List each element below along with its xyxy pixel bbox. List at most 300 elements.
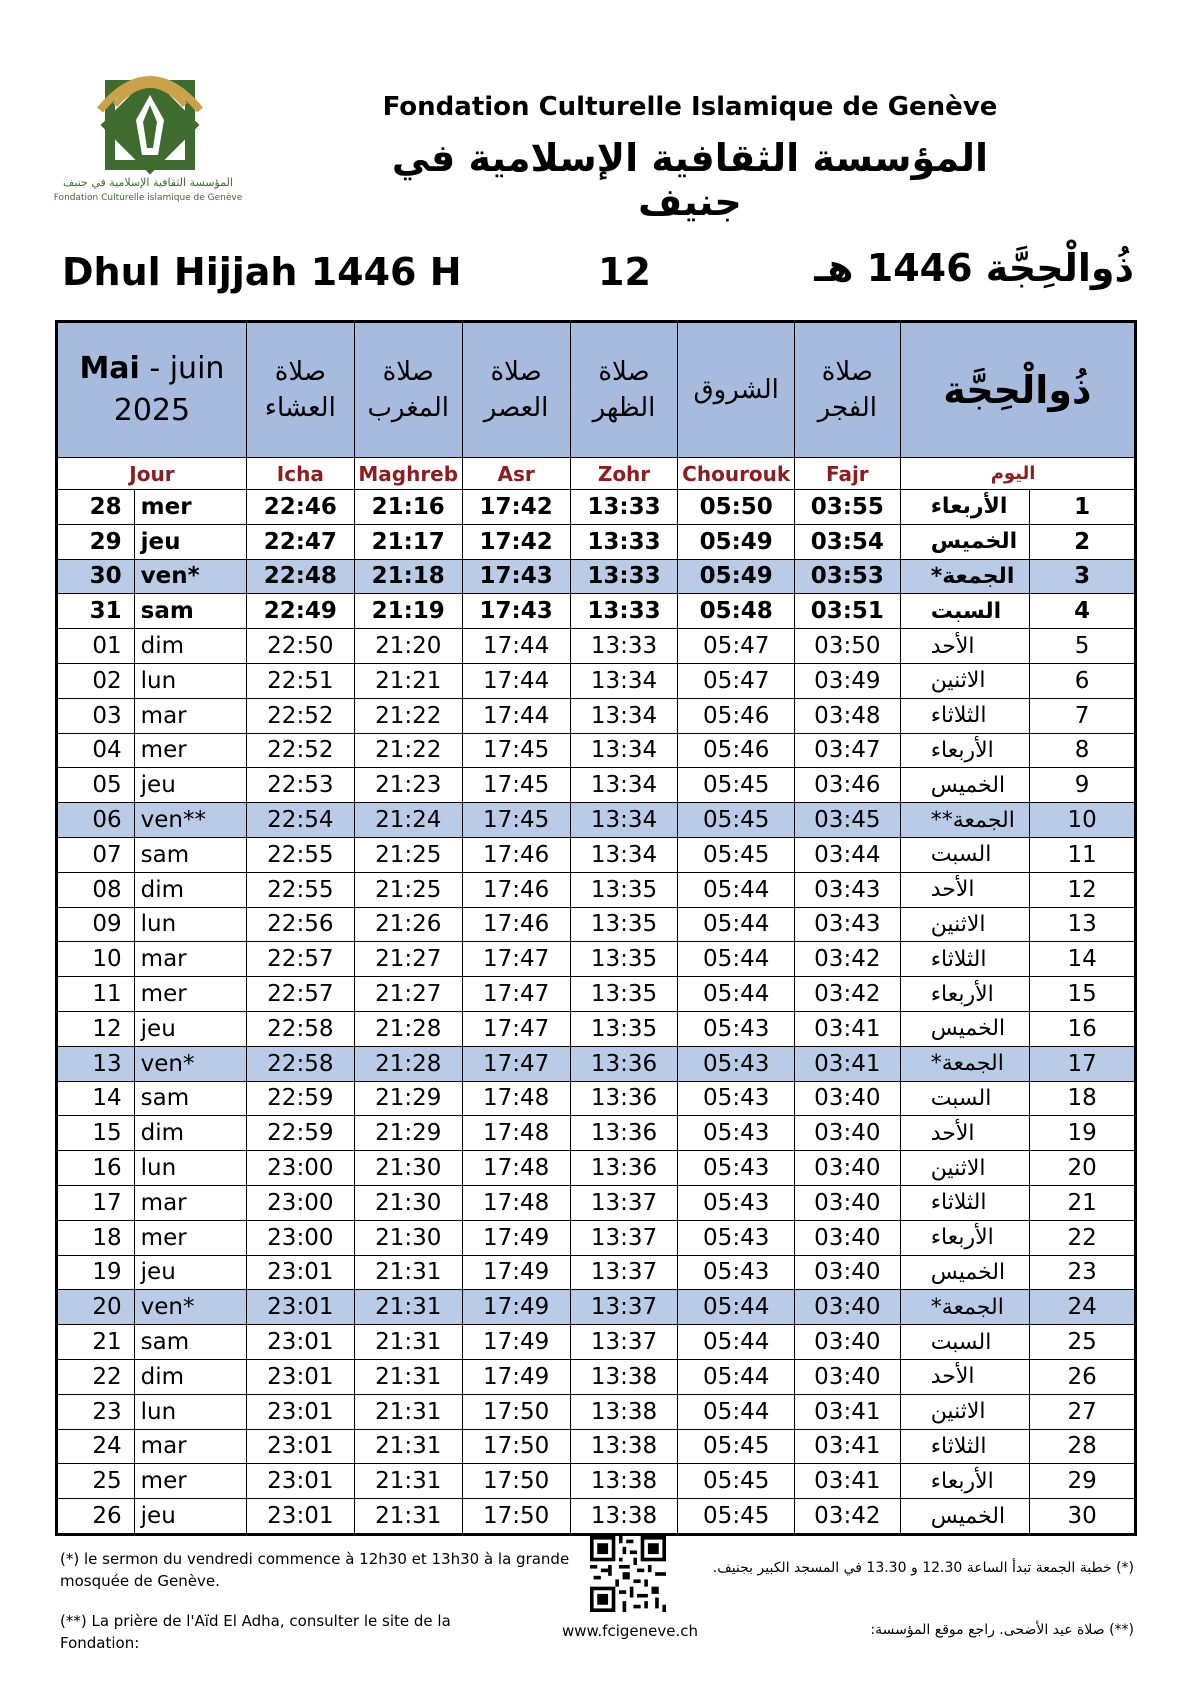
table-row (57, 1185, 1136, 1220)
isha-time: 23:00 (246, 1220, 354, 1255)
hijri-day: 18 (1030, 1081, 1136, 1116)
hijri-day: 12 (1030, 872, 1136, 907)
maghrib-time: 21:30 (354, 1151, 462, 1186)
chourouk-time: 05:48 (678, 594, 795, 629)
day-number: 29 (57, 524, 135, 559)
day-name: mar (134, 698, 246, 733)
maghrib-time: 21:31 (354, 1499, 462, 1535)
chourouk-time: 05:45 (678, 1429, 795, 1464)
day-number: 13 (57, 1046, 135, 1081)
maghrib-time: 21:18 (354, 559, 462, 594)
maghrib-time: 21:29 (354, 1081, 462, 1116)
day-name: ven** (134, 803, 246, 838)
table-row (57, 1255, 1136, 1290)
zohr-time: 13:35 (570, 907, 678, 942)
zohr-time: 13:38 (570, 1464, 678, 1499)
maghrib-time: 21:31 (354, 1429, 462, 1464)
table-row (57, 1151, 1136, 1186)
isha-time: 22:59 (246, 1116, 354, 1151)
fajr-time: 03:48 (794, 698, 900, 733)
day-name: dim (134, 1116, 246, 1151)
hijri-day: 19 (1030, 1116, 1136, 1151)
maghrib-time: 21:31 (354, 1255, 462, 1290)
day-number: 18 (57, 1220, 135, 1255)
fajr-time: 03:40 (794, 1116, 900, 1151)
table-row (57, 1290, 1136, 1325)
year: 2025 (113, 393, 191, 428)
fajr-time: 03:42 (794, 1499, 900, 1535)
day-name-ar: الخميس (900, 768, 1029, 803)
isha-time: 22:54 (246, 803, 354, 838)
day-number: 25 (57, 1464, 135, 1499)
table-row (57, 1116, 1136, 1151)
hijri-day: 14 (1030, 942, 1136, 977)
fajr-time: 03:43 (794, 907, 900, 942)
isha-time: 22:53 (246, 768, 354, 803)
isha-time: 22:46 (246, 490, 354, 525)
day-number: 23 (57, 1394, 135, 1429)
hijri-day: 15 (1030, 977, 1136, 1012)
isha-time: 23:01 (246, 1290, 354, 1325)
isha-time: 22:50 (246, 629, 354, 664)
day-name-ar: الجمعة** (900, 803, 1029, 838)
asr-time: 17:42 (462, 490, 570, 525)
icha-label: Icha (246, 458, 354, 490)
day-number: 02 (57, 663, 135, 698)
chourouk-time: 05:50 (678, 490, 795, 525)
org-name-ar: المؤسسة الثقافية الإسلامية في جنيف (391, 136, 989, 224)
fajr-time: 03:42 (794, 977, 900, 1012)
fajr-time: 03:40 (794, 1325, 900, 1360)
zohr-time: 13:36 (570, 1151, 678, 1186)
isha-time: 22:55 (246, 837, 354, 872)
isha-header: صلاة العشاء (246, 322, 354, 458)
hijri-day: 13 (1030, 907, 1136, 942)
isha-time: 23:01 (246, 1255, 354, 1290)
maghrib-time: 21:21 (354, 663, 462, 698)
hijri-day: 30 (1030, 1499, 1136, 1535)
day-name: lun (134, 907, 246, 942)
chourouk-label: Chourouk (678, 458, 795, 490)
chourouk-time: 05:43 (678, 1081, 795, 1116)
asr-time: 17:49 (462, 1220, 570, 1255)
isha-time: 23:01 (246, 1394, 354, 1429)
day-number: 26 (57, 1499, 135, 1535)
asr-time: 17:48 (462, 1116, 570, 1151)
maghrib-time: 21:17 (354, 524, 462, 559)
hijri-day: 9 (1030, 768, 1136, 803)
fajr-time: 03:41 (794, 1394, 900, 1429)
zohr-time: 13:36 (570, 1116, 678, 1151)
day-name-ar: الثلاثاء (900, 1429, 1029, 1464)
fajr-time: 03:40 (794, 1255, 900, 1290)
maghrib-time: 21:29 (354, 1116, 462, 1151)
chourouk-time: 05:49 (678, 559, 795, 594)
day-number: 31 (57, 594, 135, 629)
hijri-day: 4 (1030, 594, 1136, 629)
day-name: jeu (134, 1499, 246, 1535)
maghrib-time: 21:30 (354, 1185, 462, 1220)
day-number: 24 (57, 1429, 135, 1464)
fajr-time: 03:42 (794, 942, 900, 977)
asr-time: 17:49 (462, 1290, 570, 1325)
hijri-day: 2 (1030, 524, 1136, 559)
chourouk-time: 05:45 (678, 768, 795, 803)
asr-time: 17:49 (462, 1255, 570, 1290)
maghrib-time: 21:25 (354, 872, 462, 907)
chourouk-time: 05:44 (678, 1290, 795, 1325)
table-row (57, 490, 1136, 525)
hijri-day: 27 (1030, 1394, 1136, 1429)
day-number: 28 (57, 490, 135, 525)
zohr-time: 13:34 (570, 803, 678, 838)
table-row (57, 942, 1136, 977)
isha-time: 23:01 (246, 1359, 354, 1394)
day-name-ar: الجمعة* (900, 1290, 1029, 1325)
asr-time: 17:44 (462, 629, 570, 664)
qr-code-icon[interactable] (590, 1536, 666, 1612)
fajr-header: صلاة الفجر (794, 322, 900, 458)
hijri-day: 8 (1030, 733, 1136, 768)
isha-time: 23:00 (246, 1151, 354, 1186)
day-number: 16 (57, 1151, 135, 1186)
asr-time: 17:45 (462, 768, 570, 803)
day-number: 09 (57, 907, 135, 942)
chourouk-time: 05:46 (678, 698, 795, 733)
chourouk-time: 05:44 (678, 1394, 795, 1429)
table-row (57, 1220, 1136, 1255)
day-name: mer (134, 733, 246, 768)
day-number: 08 (57, 872, 135, 907)
page-title-fr: Dhul Hijjah 1446 H (62, 250, 462, 294)
maghrib-time: 21:31 (354, 1394, 462, 1429)
hijri-day: 22 (1030, 1220, 1136, 1255)
day-name-ar: الأربعاء (900, 733, 1029, 768)
maghrib-time: 21:27 (354, 942, 462, 977)
fajr-time: 03:41 (794, 1011, 900, 1046)
asr-time: 17:50 (462, 1499, 570, 1535)
day-name-ar: الخميس (900, 1499, 1029, 1535)
table-row (57, 837, 1136, 872)
month-number: 12 (598, 250, 651, 294)
hijri-day: 3 (1030, 559, 1136, 594)
day-name-ar: الاثنين (900, 663, 1029, 698)
zohr-time: 13:34 (570, 768, 678, 803)
day-name-ar: الجمعة* (900, 1046, 1029, 1081)
asr-time: 17:47 (462, 1046, 570, 1081)
day-name: mar (134, 1429, 246, 1464)
asr-time: 17:47 (462, 977, 570, 1012)
maghrib-time: 21:20 (354, 629, 462, 664)
day-name-ar: الأربعاء (900, 1464, 1029, 1499)
asr-time: 17:46 (462, 907, 570, 942)
isha-time: 22:56 (246, 907, 354, 942)
table-header-row (57, 322, 1136, 458)
day-name-ar: الثلاثاء (900, 698, 1029, 733)
fajr-time: 03:40 (794, 1185, 900, 1220)
day-name: jeu (134, 768, 246, 803)
maghrib-time: 21:16 (354, 490, 462, 525)
asr-time: 17:45 (462, 803, 570, 838)
day-name: jeu (134, 524, 246, 559)
zohr-header: صلاة الظهر (570, 322, 678, 458)
hijri-day: 16 (1030, 1011, 1136, 1046)
isha-time: 23:01 (246, 1429, 354, 1464)
table-row (57, 977, 1136, 1012)
day-number: 17 (57, 1185, 135, 1220)
fajr-time: 03:40 (794, 1359, 900, 1394)
fajr-time: 03:40 (794, 1290, 900, 1325)
chourouk-time: 05:47 (678, 629, 795, 664)
zohr-time: 13:37 (570, 1185, 678, 1220)
day-name: lun (134, 1151, 246, 1186)
day-number: 11 (57, 977, 135, 1012)
day-name-ar: السبت (900, 594, 1029, 629)
chourouk-time: 05:45 (678, 1464, 795, 1499)
isha-time: 22:59 (246, 1081, 354, 1116)
table-row (57, 1325, 1136, 1360)
chourouk-time: 05:44 (678, 1359, 795, 1394)
chourouk-time: 05:44 (678, 907, 795, 942)
fajr-time: 03:41 (794, 1464, 900, 1499)
zohr-time: 13:37 (570, 1220, 678, 1255)
day-number: 01 (57, 629, 135, 664)
asr-time: 17:50 (462, 1394, 570, 1429)
asr-time: 17:48 (462, 1081, 570, 1116)
asr-time: 17:50 (462, 1464, 570, 1499)
maghrib-header: صلاة المغرب (354, 322, 462, 458)
asr-label: Asr (462, 458, 570, 490)
day-name-ar: الأحد (900, 629, 1029, 664)
day-name-ar: الاثنين (900, 1151, 1029, 1186)
hijri-day: 24 (1030, 1290, 1136, 1325)
day-name-ar: الاثنين (900, 1394, 1029, 1429)
table-row (57, 1429, 1136, 1464)
table-row (57, 1359, 1136, 1394)
chourouk-time: 05:47 (678, 663, 795, 698)
day-number: 12 (57, 1011, 135, 1046)
hijri-day: 6 (1030, 663, 1136, 698)
day-number: 10 (57, 942, 135, 977)
asr-time: 17:42 (462, 524, 570, 559)
isha-time: 22:49 (246, 594, 354, 629)
hijri-day: 28 (1030, 1429, 1136, 1464)
day-name: ven* (134, 559, 246, 594)
asr-time: 17:48 (462, 1185, 570, 1220)
isha-time: 22:57 (246, 977, 354, 1012)
day-name-ar: الأحد (900, 872, 1029, 907)
fajr-time: 03:41 (794, 1046, 900, 1081)
fajr-time: 03:54 (794, 524, 900, 559)
day-name: sam (134, 1081, 246, 1116)
day-name-ar: الخميس (900, 1011, 1029, 1046)
zohr-time: 13:35 (570, 1011, 678, 1046)
day-name-ar: الأربعاء (900, 1220, 1029, 1255)
zohr-time: 13:38 (570, 1429, 678, 1464)
fajr-time: 03:55 (794, 490, 900, 525)
isha-time: 22:57 (246, 942, 354, 977)
isha-time: 23:01 (246, 1499, 354, 1535)
fajr-label: Fajr (794, 458, 900, 490)
footnote-friday-fr: (*) le sermon du vendredi commence à 12h30 et 13h30 à la grande mosquée de Genève. (60, 1550, 570, 1590)
maghrib-time: 21:22 (354, 698, 462, 733)
logo-emblem-icon (100, 76, 200, 175)
day-name-ar: الخميس (900, 524, 1029, 559)
table-row (57, 1394, 1136, 1429)
maghrib-time: 21:31 (354, 1290, 462, 1325)
zohr-time: 13:33 (570, 594, 678, 629)
hijri-day: 25 (1030, 1325, 1136, 1360)
fajr-time: 03:44 (794, 837, 900, 872)
chourouk-time: 05:44 (678, 942, 795, 977)
zohr-time: 13:35 (570, 872, 678, 907)
table-row (57, 1046, 1136, 1081)
zohr-time: 13:35 (570, 977, 678, 1012)
day-name: sam (134, 594, 246, 629)
hijri-day: 26 (1030, 1359, 1136, 1394)
asr-time: 17:47 (462, 942, 570, 977)
table-row (57, 594, 1136, 629)
day-number: 19 (57, 1255, 135, 1290)
day-name: lun (134, 1394, 246, 1429)
hijri-day: 11 (1030, 837, 1136, 872)
hijri-day: 17 (1030, 1046, 1136, 1081)
isha-time: 22:58 (246, 1011, 354, 1046)
fajr-time: 03:50 (794, 629, 900, 664)
zohr-time: 13:37 (570, 1290, 678, 1325)
day-name-ar: السبت (900, 1325, 1029, 1360)
footnote-eid-fr: (**) La prière de l'Aïd El Adha, consulter le site de la Fondation: (60, 1612, 451, 1652)
month-rest: - juin (139, 351, 225, 386)
chourouk-time: 05:45 (678, 837, 795, 872)
zohr-time: 13:33 (570, 524, 678, 559)
zohr-time: 13:34 (570, 733, 678, 768)
table-row (57, 872, 1136, 907)
day-number: 05 (57, 768, 135, 803)
day-name-ar: السبت (900, 837, 1029, 872)
table-row (57, 733, 1136, 768)
logo-text-ar: المؤسسة الثقافية الإسلامية في جنيف (63, 176, 233, 189)
isha-time: 22:55 (246, 872, 354, 907)
day-number: 06 (57, 803, 135, 838)
footnote-friday-ar: (*) خطبة الجمعة تبدأ الساعة 12.30 و 13.30 في المسجد الكبير بجنيف. (712, 1560, 1134, 1576)
zohr-time: 13:35 (570, 942, 678, 977)
jour-label: Jour (57, 458, 247, 490)
day-number: 14 (57, 1081, 135, 1116)
table-subheader-row (57, 458, 1136, 490)
asr-time: 17:47 (462, 1011, 570, 1046)
org-name-fr: Fondation Culturelle Islamique de Genève (382, 92, 998, 122)
table-row (57, 559, 1136, 594)
website-link[interactable]: www.fcigeneve.ch (561, 1622, 698, 1640)
asr-time: 17:46 (462, 837, 570, 872)
day-name: ven* (134, 1046, 246, 1081)
asr-header: صلاة العصر (462, 322, 570, 458)
zohr-time: 13:33 (570, 559, 678, 594)
asr-time: 17:49 (462, 1359, 570, 1394)
day-name-ar: السبت (900, 1081, 1029, 1116)
day-number: 30 (57, 559, 135, 594)
day-name: jeu (134, 1011, 246, 1046)
chourouk-time: 05:43 (678, 1116, 795, 1151)
hijri-day: 7 (1030, 698, 1136, 733)
maghrib-time: 21:26 (354, 907, 462, 942)
chourouk-time: 05:46 (678, 733, 795, 768)
isha-time: 22:58 (246, 1046, 354, 1081)
fajr-time: 03:47 (794, 733, 900, 768)
chourouk-time: 05:43 (678, 1220, 795, 1255)
day-name-ar: الاثنين (900, 907, 1029, 942)
maghrib-time: 21:25 (354, 837, 462, 872)
isha-time: 22:52 (246, 698, 354, 733)
fajr-time: 03:51 (794, 594, 900, 629)
day-name: mer (134, 490, 246, 525)
zohr-time: 13:38 (570, 1499, 678, 1535)
table-row (57, 1011, 1136, 1046)
maghrib-time: 21:24 (354, 803, 462, 838)
hijri-day: 10 (1030, 803, 1136, 838)
fajr-time: 03:40 (794, 1151, 900, 1186)
table-row (57, 629, 1136, 664)
table-row (57, 524, 1136, 559)
maghrib-time: 21:22 (354, 733, 462, 768)
day-name: mar (134, 942, 246, 977)
chourouk-time: 05:43 (678, 1185, 795, 1220)
chourouk-time: 05:43 (678, 1011, 795, 1046)
day-name-ar: الثلاثاء (900, 1185, 1029, 1220)
hijri-day: 1 (1030, 490, 1136, 525)
asr-time: 17:48 (462, 1151, 570, 1186)
day-name-ar: الأحد (900, 1116, 1029, 1151)
maghrib-time: 21:23 (354, 768, 462, 803)
zohr-time: 13:33 (570, 629, 678, 664)
fajr-time: 03:41 (794, 1429, 900, 1464)
isha-time: 22:52 (246, 733, 354, 768)
zohr-time: 13:37 (570, 1255, 678, 1290)
chourouk-time: 05:49 (678, 524, 795, 559)
month-bold: Mai (79, 351, 140, 386)
zohr-time: 13:38 (570, 1394, 678, 1429)
asr-time: 17:43 (462, 559, 570, 594)
isha-time: 23:01 (246, 1464, 354, 1499)
isha-time: 22:51 (246, 663, 354, 698)
fajr-time: 03:49 (794, 663, 900, 698)
day-ar-label: اليوم (900, 458, 1135, 490)
maghreb-label: Maghreb (354, 458, 462, 490)
asr-time: 17:46 (462, 872, 570, 907)
day-name-ar: الجمعة* (900, 559, 1029, 594)
table-row (57, 907, 1136, 942)
chourouk-time: 05:43 (678, 1255, 795, 1290)
day-number: 21 (57, 1325, 135, 1360)
maghrib-time: 21:31 (354, 1325, 462, 1360)
chourouk-time: 05:45 (678, 803, 795, 838)
maghrib-time: 21:27 (354, 977, 462, 1012)
hijri-day: 5 (1030, 629, 1136, 664)
asr-time: 17:43 (462, 594, 570, 629)
hijri-day: 23 (1030, 1255, 1136, 1290)
day-number: 04 (57, 733, 135, 768)
table-row (57, 1499, 1136, 1535)
zohr-time: 13:38 (570, 1359, 678, 1394)
isha-time: 22:47 (246, 524, 354, 559)
asr-time: 17:44 (462, 663, 570, 698)
asr-time: 17:49 (462, 1325, 570, 1360)
hijri-month-header: ذُوالْحِجَّة (900, 322, 1135, 458)
day-name: mer (134, 1464, 246, 1499)
asr-time: 17:44 (462, 698, 570, 733)
table-row (57, 1081, 1136, 1116)
